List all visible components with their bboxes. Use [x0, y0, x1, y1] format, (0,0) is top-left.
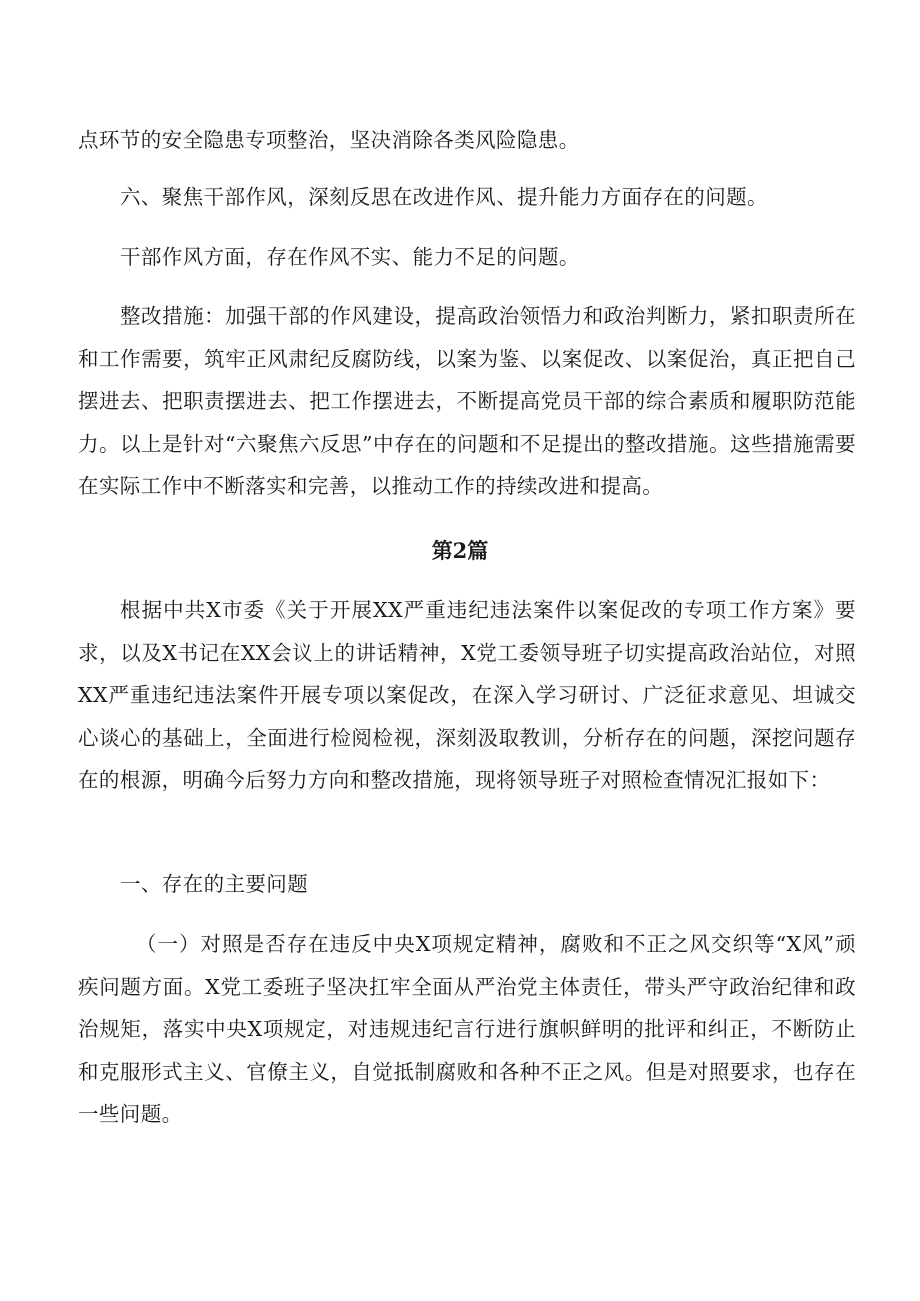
paragraph-continuation: 点环节的安全隐患专项整治，坚决消除各类风险隐患。 [78, 128, 580, 152]
paragraph-cadre-style: 干部作风方面，存在作风不实、能力不足的问题。 [120, 245, 580, 269]
paragraph-rectification-measures: 整改措施：加强干部的作风建设，提高政治领悟力和政治判断力，紧扣职责所在和工作需要，筑牢正风肃纪反腐防线，以案为鉴、以案促改、以案促治，真正把自己摆进去、把职责摆进去、把工作摆进去，不断提高党员干部的综合素质和履职防范能力。以上是针对“六聚焦六反思”中存在的问题和不足提出的整改措施。这些措施需要在实际工作中不断落实和完善，以推动工作的持续改进和提高。 [78, 304, 856, 498]
section-six-heading: 六、聚焦干部作风，深刻反思在改进作风、提升能力方面存在的问题。 [120, 185, 768, 209]
paragraph-introduction: 根据中共X市委《关于开展XX严重违纪违法案件以案促改的专项工作方案》要求，以及X书记在XX会议上的讲话精神，X党工委领导班子切实提高政治站位，对照XX严重违纪违法案件开展专项以案促改，在深入学习研讨、广泛征求意见、坦诚交心谈心的基础上，全面进行检阅检视，深刻汲取教训，分析存在的问题，深挖问题存在的根源，明确今后努力方向和整改措施，现将领导班子对照检查情况汇报如下： [78, 598, 856, 792]
chapter-heading: 第2篇 [431, 538, 489, 563]
section-one-heading: 一、存在的主要问题 [120, 872, 309, 896]
paragraph-problem-one: （一）对照是否存在违反中央X项规定精神，腐败和不正之风交织等“X风”顽疾问题方面。X党工委班子坚决扛牢全面从严治党主体责任，带头严守政治纪律和政治规矩，落实中央X项规定，对违规违纪言行进行旗帜鲜明的批评和纠正，不断防止和克服形式主义、官僚主义，自觉抵制腐败和各种不正之风。但是对照要求，也存在一些问题。 [78, 932, 856, 1126]
